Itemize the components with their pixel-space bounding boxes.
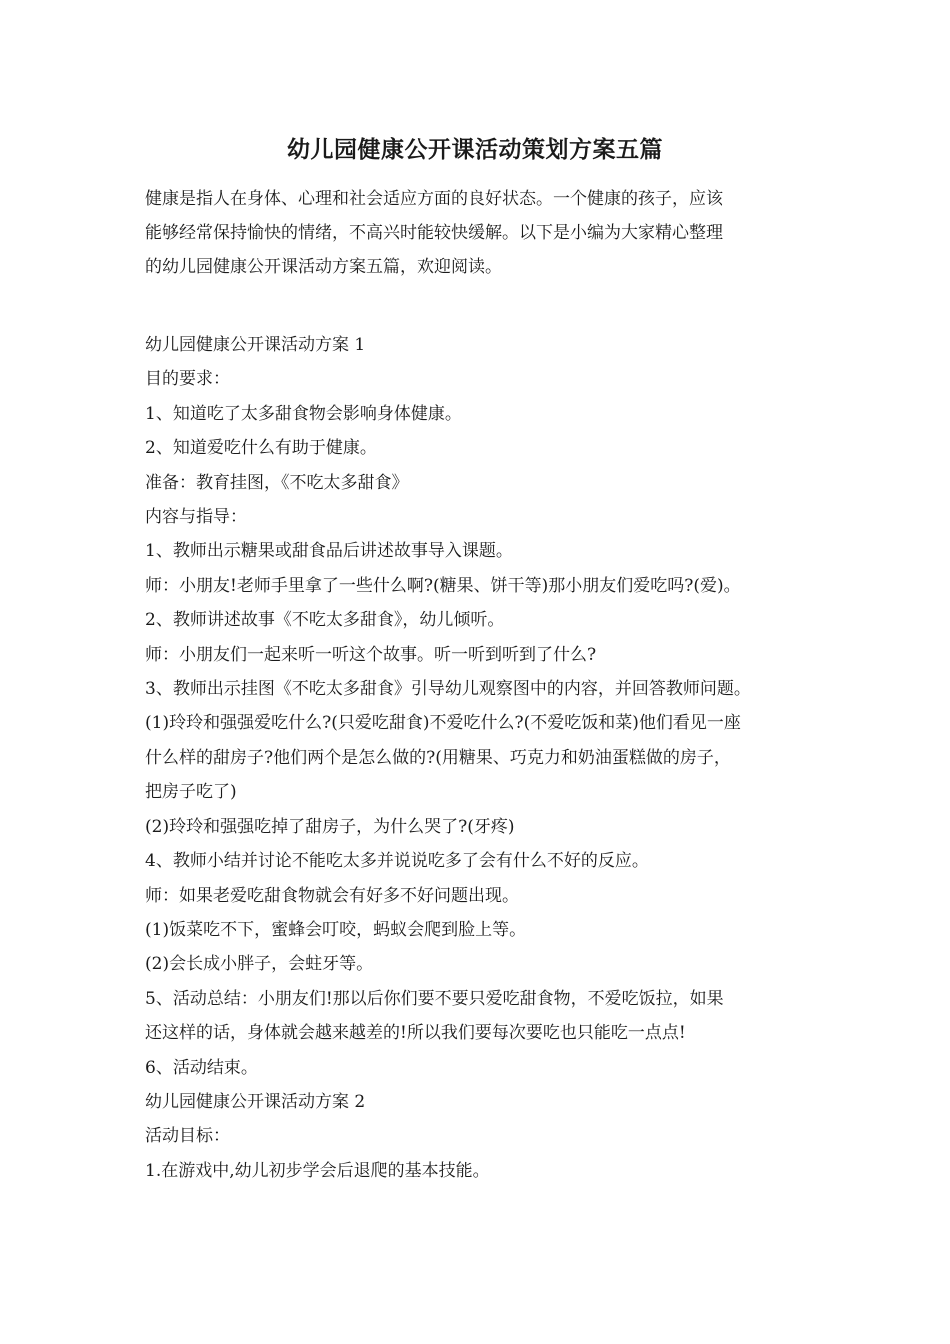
section-heading: 幼儿园健康公开课活动方案 1 <box>145 335 366 355</box>
body-line: 什么样的甜房子?他们两个是怎么做的?(用糖果、巧克力和奶油蛋糕做的房子， <box>145 747 731 768</box>
body-line: 把房子吃了) <box>145 782 237 803</box>
body-line: 3、教师出示挂图《不吃太多甜食》引导幼儿观察图中的内容，并回答教师问题。 <box>145 679 751 700</box>
body-line: 还这样的话，身体就会越来越差的!所以我们要每次要吃也只能吃一点点! <box>145 1023 686 1044</box>
body-line: 1.在游戏中,幼儿初步学会后退爬的基本技能。 <box>145 1160 490 1181</box>
section-heading: 幼儿园健康公开课活动方案 2 <box>145 1091 366 1112</box>
body-line: (2)会长成小胖子，会蛀牙等。 <box>145 954 374 975</box>
body-line: 4、教师小结并讨论不能吃太多并说说吃多了会有什么不好的反应。 <box>145 851 649 872</box>
body-line: 2、知道爱吃什么有助于健康。 <box>145 438 377 459</box>
body-line: 师：小朋友!老师手里拿了一些什么啊?(糖果、饼干等)那小朋友们爱吃吗?(爱)。 <box>145 575 741 596</box>
body-line: (1)饭菜吃不下，蜜蜂会叮咬，蚂蚁会爬到脸上等。 <box>145 919 527 940</box>
document-body <box>145 328 845 1188</box>
body-line: 师：如果老爱吃甜食物就会有好多不好问题出现。 <box>145 885 519 906</box>
intro-line: 的幼儿园健康公开课活动方案五篇，欢迎阅读。 <box>145 257 502 277</box>
body-line: 师：小朋友们一起来听一听这个故事。听一听到听到了什么? <box>145 644 597 665</box>
body-line: 2、教师讲述故事《不吃太多甜食》，幼儿倾听。 <box>145 610 505 631</box>
document-title: 幼儿园健康公开课活动策划方案五篇 <box>287 136 663 163</box>
body-line: 内容与指导： <box>145 507 247 528</box>
body-line: 1、知道吃了太多甜食物会影响身体健康。 <box>145 403 462 424</box>
body-line: 目的要求： <box>145 369 230 390</box>
intro-paragraph <box>145 182 813 284</box>
body-line: 6、活动结束。 <box>145 1057 258 1078</box>
body-line: 5、活动总结：小朋友们!那以后你们要不要只爱吃甜食物，不爱吃饭拉，如果 <box>145 988 724 1009</box>
body-line: (2)玲玲和强强吃掉了甜房子，为什么哭了?(牙疼) <box>145 816 515 837</box>
intro-line: 健康是指人在身体、心理和社会适应方面的良好状态。一个健康的孩子，应该 <box>145 189 723 209</box>
body-line: 活动目标： <box>145 1126 230 1147</box>
body-line: (1)玲玲和强强爱吃什么?(只爱吃甜食)不爱吃什么?(不爱吃饭和菜)他们看见一座 <box>145 713 741 734</box>
body-line: 准备：教育挂图，《不吃太多甜食》 <box>145 472 409 493</box>
intro-line: 能够经常保持愉快的情绪，不高兴时能较快缓解。以下是小编为大家精心整理 <box>145 223 723 243</box>
body-line: 1、教师出示糖果或甜食品后讲述故事导入课题。 <box>145 541 513 562</box>
